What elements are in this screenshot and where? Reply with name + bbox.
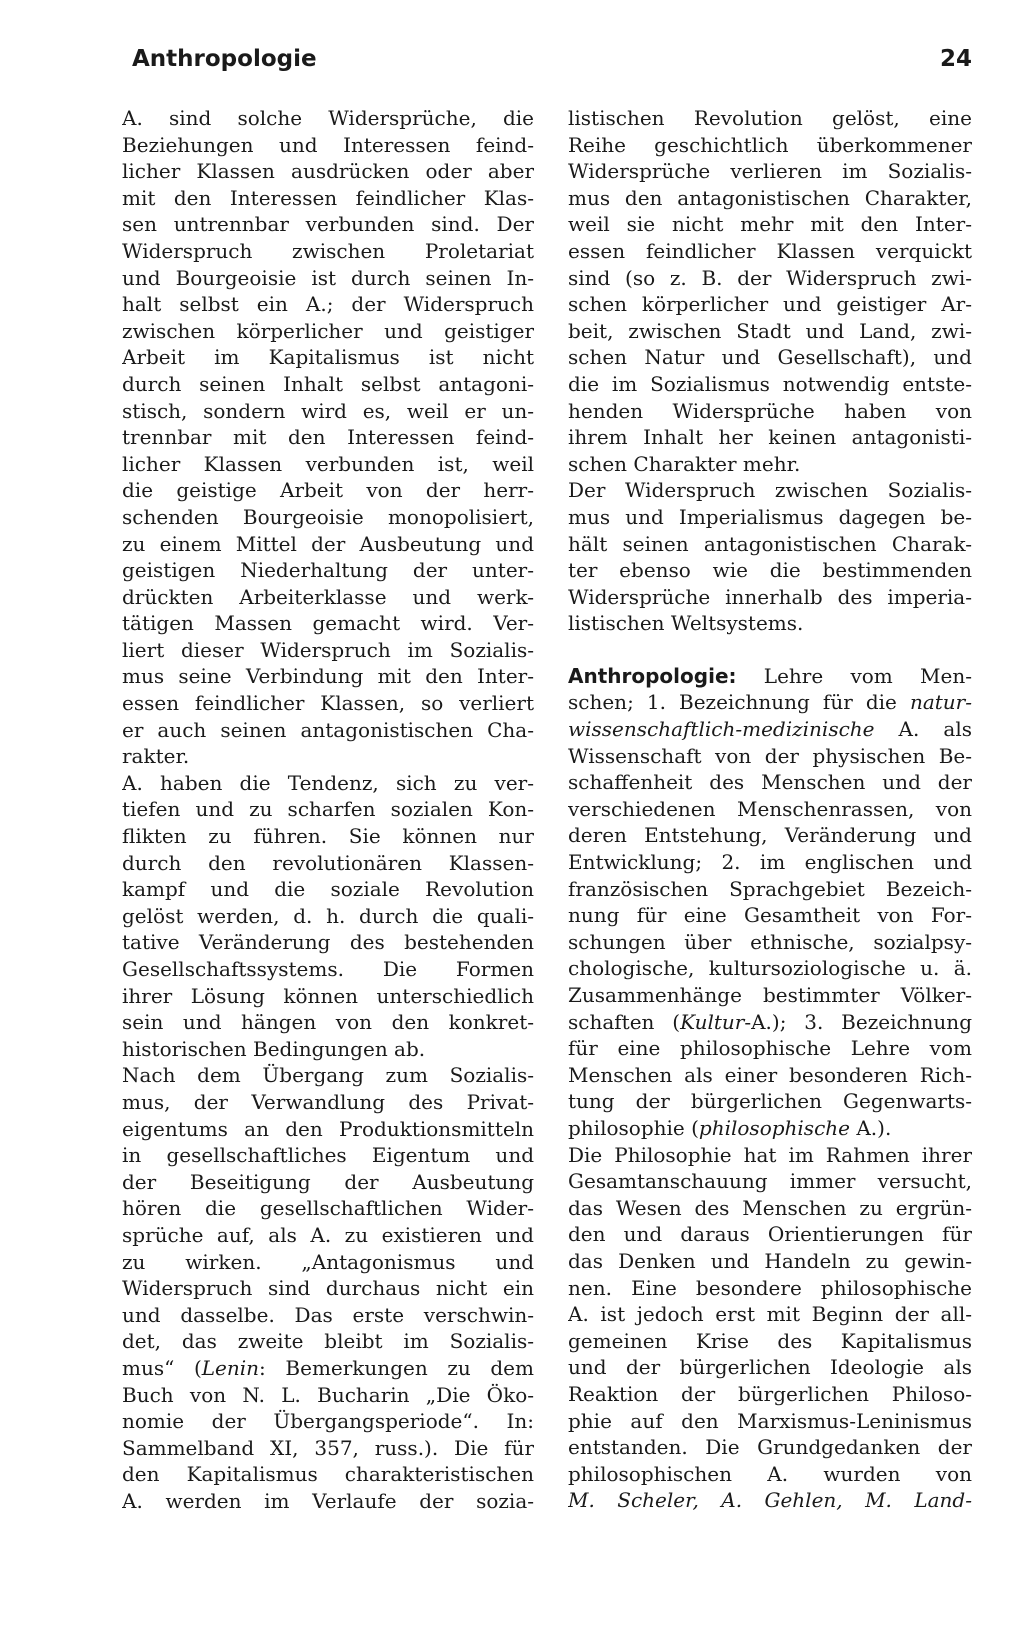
text-line: rakter. — [122, 744, 190, 769]
text-fragment: -A.); 3. Bezeichnung — [744, 1009, 972, 1034]
text-line: mit den Interessen feindlicher Klas- — [122, 185, 534, 210]
text-line: Reaktion der bürgerlichen Philoso- — [568, 1381, 972, 1406]
text-line: listischen Revolution gelöst, eine — [568, 106, 972, 130]
entry-headword: Anthropologie: — [568, 663, 737, 688]
text-line: und der bürgerlichen Ideologie als — [568, 1355, 972, 1380]
text-fragment: A.). — [850, 1115, 892, 1140]
text-line: tätigen Massen gemacht wird. Ver- — [122, 611, 534, 636]
text-line: essen feindlicher Klassen verquickt — [568, 238, 972, 263]
text-line: trennbar mit den Interessen feind- — [122, 425, 534, 450]
entry-spacer — [568, 637, 972, 663]
text-line: schen Charakter mehr. — [568, 451, 801, 476]
text-line: französischen Sprachgebiet Bezeich- — [568, 876, 972, 901]
text-line: Arbeit im Kapitalismus ist nicht — [122, 345, 534, 370]
text-line: er auch seinen antagonistischen Cha- — [122, 717, 534, 742]
text-line: entstanden. Die Grundgedanken der — [568, 1435, 972, 1460]
text-line: sen untrennbar verbunden sind. Der — [122, 212, 534, 237]
text-line: sein und hängen von den konkret- — [122, 1010, 534, 1035]
text-line-with-citation — [122, 1355, 534, 1382]
cited-authors-line: M. Scheler, A. Gehlen, M. Land- — [568, 1488, 972, 1513]
text-line: sind (so z. B. der Widerspruch zwi- — [568, 265, 972, 290]
text-line: A. werden im Verlaufe der sozia- — [122, 1488, 534, 1513]
text-fragment: schaften ( — [568, 1009, 681, 1034]
text-line: schungen über ethnische, sozialpsy- — [568, 929, 972, 954]
text-line: der Beseitigung der Ausbeutung — [122, 1169, 534, 1194]
text-line: Die Philosophie hat im Rahmen ihrer — [568, 1142, 972, 1167]
text-line: sprüche auf, als A. zu existieren und — [122, 1222, 534, 1247]
text-line: Der Widerspruch zwischen Sozialis- — [568, 478, 972, 503]
text-line: deren Entstehung, Veränderung und — [568, 823, 972, 848]
text-line: gelöst werden, d. h. durch die quali- — [122, 903, 534, 928]
text-line: Widerspruch zwischen Proletariat — [122, 238, 534, 263]
text-line: A. ist jedoch erst mit Beginn der all- — [568, 1302, 972, 1327]
text-line: die im Sozialismus notwendig entste- — [568, 371, 972, 396]
text-line: Entwicklung; 2. im englischen und — [568, 850, 972, 875]
text-line: mus den antagonistischen Charakter, — [568, 185, 972, 210]
text-line: Menschen als einer besonderen Rich- — [568, 1062, 972, 1087]
text-line: hören die gesellschaftlichen Wider- — [122, 1196, 534, 1221]
text-line: licher Klassen ausdrücken oder aber — [122, 159, 534, 184]
text-line: A. sind solche Widersprüche, die — [122, 106, 534, 130]
page-number: 24 — [939, 46, 972, 72]
text-fragment: Lehre vom Men- — [736, 663, 972, 688]
running-head-title: Anthropologie — [132, 46, 317, 72]
text-line: den und daraus Orientierungen für — [568, 1222, 972, 1247]
text-line: liert dieser Widerspruch im Sozialis- — [122, 637, 534, 662]
text-line: Wissenschaft von der physischen Be- — [568, 743, 972, 768]
text-line: mus und Imperialismus dagegen be- — [568, 504, 972, 529]
text-line: beit, zwischen Stadt und Land, zwi- — [568, 318, 972, 343]
text-line: den Kapitalismus charakteristischen — [122, 1462, 534, 1487]
text-line: drückten Arbeiterklasse und werk- — [122, 584, 534, 609]
text-line: schenden Bourgeoisie monopolisiert, — [122, 504, 534, 529]
text-line: Sammelband XI, 357, russ.). Die für — [122, 1435, 534, 1460]
text-line: ter ebenso wie die bestimmenden — [568, 558, 972, 583]
text-line: in gesellschaftliches Eigentum und — [122, 1143, 534, 1168]
text-fragment: : Bemerkungen zu dem — [259, 1355, 534, 1380]
text-line: henden Widersprüche haben von — [568, 398, 972, 423]
text-line — [568, 1115, 972, 1142]
text-line: schen Natur und Gesellschaft), und — [568, 345, 972, 370]
text-line: tung der bürgerlichen Gegenwarts- — [568, 1089, 972, 1114]
text-line: für eine philosophische Lehre vom — [568, 1036, 972, 1061]
emphasis-text: wissenschaftlich-medizinische — [568, 717, 875, 742]
text-line: Nach dem Übergang zum Sozialis- — [122, 1063, 534, 1088]
text-line: geistigen Niederhaltung der unter- — [122, 558, 534, 583]
text-line: schen körperlicher und geistiger Ar- — [568, 292, 972, 317]
text-fragment: mus“ ( — [122, 1355, 202, 1380]
text-line: eigentums an den Produktionsmitteln — [122, 1116, 534, 1141]
text-line: A. haben die Tendenz, sich zu ver- — [122, 770, 534, 795]
text-line: mus, der Verwandlung des Privat- — [122, 1089, 534, 1114]
text-line: durch seinen Inhalt selbst antagoni- — [122, 371, 534, 396]
entry-first-line — [568, 663, 972, 690]
text-line: nomie der Übergangsperiode“. In: — [122, 1409, 534, 1434]
text-line: das Wesen des Menschen zu ergrün- — [568, 1195, 972, 1220]
text-fragment: A. als — [874, 717, 972, 742]
text-line: Widerspruch sind durchaus nicht ein — [122, 1276, 534, 1301]
text-line — [568, 1009, 972, 1036]
text-line: philosophischen A. wurden von — [568, 1461, 972, 1486]
text-line: zwischen körperlicher und geistiger — [122, 318, 534, 343]
text-fragment: philosophie ( — [568, 1115, 699, 1140]
text-line: und Bourgeoisie ist durch seinen In- — [122, 265, 534, 290]
emphasis-text: natur- — [909, 690, 972, 715]
text-line: flikten zu führen. Sie können nur — [122, 824, 534, 849]
text-line: tiefen und zu scharfen sozialen Kon- — [122, 797, 534, 822]
text-line: Reihe geschichtlich überkommener — [568, 132, 972, 157]
text-line: phie auf den Marxismus-Leninismus — [568, 1408, 972, 1433]
cited-author: Lenin — [201, 1355, 260, 1380]
text-line: ihrer Lösung können unterschiedlich — [122, 983, 534, 1008]
text-line: chologische, kultursoziologische u. ä. — [568, 956, 972, 981]
text-line: ihrem Inhalt her keinen antagonisti- — [568, 425, 972, 450]
emphasis-text: Kultur — [680, 1009, 745, 1034]
text-line: verschiedenen Menschenrassen, von — [568, 796, 972, 821]
text-line: zu einem Mittel der Ausbeutung und — [122, 531, 534, 556]
text-line: historischen Bedingungen ab. — [122, 1036, 426, 1061]
text-line: essen feindlicher Klassen, so verliert — [122, 691, 534, 716]
text-line: gemeinen Krise des Kapitalismus — [568, 1328, 972, 1353]
text-line: schaffenheit des Menschen und der — [568, 770, 972, 795]
text-line: hält seinen antagonistischen Charak- — [568, 531, 972, 556]
text-line: Gesamtanschauung immer versucht, — [568, 1169, 972, 1194]
text-line: die geistige Arbeit von der herr- — [122, 478, 534, 503]
text-line: weil sie nicht mehr mit den Inter- — [568, 212, 972, 237]
text-line — [568, 716, 972, 743]
text-line: Buch von N. L. Bucharin „Die Öko- — [122, 1382, 534, 1407]
text-line: zu wirken. „Antagonismus und — [122, 1249, 534, 1274]
text-line: das Denken und Handeln zu gewin- — [568, 1248, 972, 1273]
emphasis-text: philosophische — [698, 1115, 850, 1140]
left-column — [122, 105, 534, 1514]
text-line: und dasselbe. Das erste verschwin- — [122, 1302, 534, 1327]
text-line: Widersprüche verlieren im Sozialis- — [568, 159, 972, 184]
text-line: stisch, sondern wird es, weil er un- — [122, 398, 534, 423]
text-line: nen. Eine besondere philosophische — [568, 1275, 972, 1300]
text-line: nung für eine Gesamtheit von For- — [568, 903, 972, 928]
text-line: listischen Weltsystems. — [568, 611, 804, 636]
text-fragment: schen; 1. Bezeichnung für die — [568, 690, 910, 715]
text-line: Zusammenhänge bestimmter Völker- — [568, 983, 972, 1007]
text-line: Gesellschaftssystems. Die Formen — [122, 957, 534, 981]
right-column — [568, 105, 972, 1514]
text-line: Widersprüche innerhalb des imperia- — [568, 584, 972, 609]
text-line: kampf und die soziale Revolution — [122, 877, 534, 902]
text-line: mus seine Verbindung mit den Inter- — [122, 664, 534, 689]
text-line: halt selbst ein A.; der Widerspruch — [122, 292, 534, 317]
text-line: licher Klassen verbunden ist, weil — [122, 451, 534, 476]
text-line: Beziehungen und Interessen feind- — [122, 132, 534, 157]
text-line — [568, 689, 972, 716]
text-line: tative Veränderung des bestehenden — [122, 930, 534, 955]
text-line: det, das zweite bleibt im Sozialis- — [122, 1329, 534, 1354]
text-line: durch den revolutionären Klassen- — [122, 850, 534, 875]
